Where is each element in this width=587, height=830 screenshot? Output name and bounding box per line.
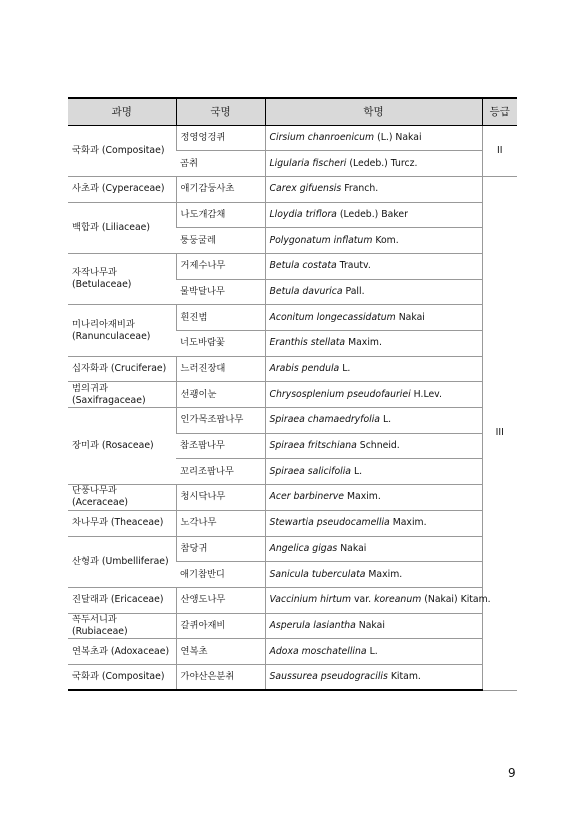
korean-name-cell: 물박달나무 — [176, 279, 265, 305]
family-cell: 단풍나무과 (Aceraceae) — [68, 485, 176, 511]
korean-name-cell: 느러진장대 — [176, 356, 265, 382]
scientific-name-cell — [265, 408, 482, 434]
table-row — [68, 510, 517, 536]
scientific-name-italic: Adoxa moschatellina — [269, 645, 367, 657]
korean-name-cell: 너도바람꽃 — [176, 331, 265, 357]
grade-cell: III — [482, 176, 517, 690]
scientific-name-italic: Sanicula tuberculata — [269, 568, 366, 580]
table-row — [68, 485, 517, 511]
family-cell: 범의귀과 (Saxifragaceae) — [68, 382, 176, 408]
family-cell: 국화과 (Compositae) — [68, 125, 176, 176]
page-number: 9 — [508, 766, 516, 780]
scientific-name-cell — [265, 253, 482, 279]
header-family: 과명 — [68, 98, 176, 125]
table-row — [68, 305, 517, 331]
korean-name-cell: 노각나무 — [176, 510, 265, 536]
korean-name-cell: 연복초 — [176, 639, 265, 665]
family-cell: 자작나무과 (Betulaceae) — [68, 253, 176, 304]
scientific-name-author: Kom. — [375, 234, 399, 246]
table-row — [68, 536, 517, 562]
scientific-name-italic: Vaccinium hirtum — [269, 594, 352, 606]
scientific-name-italic: Arabis pendula — [269, 363, 340, 375]
scientific-name-cell — [265, 639, 482, 665]
table-row — [68, 382, 517, 408]
scientific-name-cell — [265, 151, 482, 177]
korean-name-cell: 꼬리조팝나무 — [176, 459, 265, 485]
family-cell: 국화과 (Compositae) — [68, 664, 176, 690]
scientific-name-italic: Chrysosplenium pseudofauriei — [269, 388, 411, 400]
korean-name-cell: 선괭이눈 — [176, 382, 265, 408]
korean-name-cell: 갈퀴아재비 — [176, 613, 265, 639]
scientific-name-author: Schneid. — [359, 440, 400, 452]
scientific-name-italic: Saussurea pseudogracilis — [269, 671, 388, 683]
korean-name-cell: 나도개감채 — [176, 202, 265, 228]
scientific-name-cell — [265, 176, 482, 202]
scientific-name-cell — [265, 305, 482, 331]
scientific-name-cell — [265, 202, 482, 228]
scientific-name-italic: Carex gifuensis — [269, 183, 342, 195]
scientific-name-italic: Stewartia pseudocamellia — [269, 517, 390, 529]
table-header — [68, 98, 517, 125]
scientific-name-author: Maxim. — [347, 491, 381, 503]
korean-name-cell: 애기참반디 — [176, 562, 265, 588]
scientific-name-cell — [265, 125, 482, 151]
table-row — [68, 176, 517, 202]
scientific-name-author: (Ledeb.) Turcz. — [349, 157, 418, 169]
header-grade: 등급 — [482, 98, 517, 125]
scientific-name-italic: koreanum — [374, 594, 422, 606]
korean-name-cell: 거제수나무 — [176, 253, 265, 279]
scientific-name-italic: Acer barbinerve — [269, 491, 345, 503]
scientific-name-italic: Angelica gigas — [269, 542, 338, 554]
scientific-name-author: Nakai — [340, 542, 367, 554]
korean-name-cell: 곰취 — [176, 151, 265, 177]
scientific-name-cell — [265, 459, 482, 485]
scientific-name-cell — [265, 228, 482, 254]
scientific-name-cell — [265, 433, 482, 459]
scientific-name-cell — [265, 485, 482, 511]
scientific-name-author: Maxim. — [368, 568, 403, 580]
scientific-name-author: L. — [382, 414, 392, 426]
scientific-name-author: Nakai — [358, 619, 385, 631]
scientific-name-cell — [265, 664, 482, 690]
scientific-name-author: L. — [342, 363, 351, 375]
table-row — [68, 202, 517, 228]
scientific-name-italic: Polygonatum inflatum — [269, 234, 373, 246]
korean-name-cell: 참당귀 — [176, 536, 265, 562]
korean-name-cell: 산앵도나무 — [176, 587, 265, 613]
scientific-name-author: (Ledeb.) Baker — [339, 208, 408, 220]
family-cell: 진달래과 (Ericaceae) — [68, 587, 176, 613]
scientific-name-author: Pall. — [345, 285, 365, 297]
scientific-name-italic: Eranthis stellata — [269, 337, 346, 349]
korean-name-cell: 흰진범 — [176, 305, 265, 331]
scientific-name-italic: Betula davurica — [269, 285, 343, 297]
korean-name-cell: 참조팝나무 — [176, 433, 265, 459]
scientific-name-cell — [265, 331, 482, 357]
scientific-name-italic: Asperula lasiantha — [269, 619, 356, 631]
family-cell: 차나무과 (Theaceae) — [68, 510, 176, 536]
grade-cell: II — [482, 125, 517, 176]
korean-name-cell: 인가목조팝나무 — [176, 408, 265, 434]
species-table — [68, 97, 517, 691]
scientific-name-cell — [265, 382, 482, 408]
scientific-name-italic: Cirsium chanroenicum — [269, 131, 375, 143]
scientific-name-author: Maxim. — [392, 517, 427, 529]
korean-name-cell: 퉁둥굴레 — [176, 228, 265, 254]
table-row — [68, 664, 517, 690]
scientific-name-italic: Spiraea chamaedryfolia — [269, 414, 381, 426]
scientific-name-author: Franch. — [344, 183, 379, 195]
family-cell: 미나리아재비과 (Ranunculaceae) — [68, 305, 176, 356]
family-cell: 사초과 (Cyperaceae) — [68, 176, 176, 202]
scientific-name-author: (L.) Nakai — [377, 131, 422, 143]
scientific-name-author: L. — [353, 465, 363, 477]
table-row — [68, 125, 517, 151]
scientific-name-author: Nakai — [398, 311, 425, 323]
scientific-name-author: Maxim. — [348, 337, 382, 349]
table-row — [68, 613, 517, 639]
scientific-name-italic: Aconitum longecassidatum — [269, 311, 396, 323]
korean-name-cell: 가야산은분취 — [176, 664, 265, 690]
scientific-name-italic: Ligularia fischeri — [269, 157, 347, 169]
korean-name-cell: 애기감둥사초 — [176, 176, 265, 202]
table-row — [68, 356, 517, 382]
scientific-name-cell — [265, 356, 482, 382]
table-body — [68, 125, 517, 690]
scientific-name-cell — [265, 279, 482, 305]
table-row — [68, 253, 517, 279]
header-scientific-name: 학명 — [265, 98, 482, 125]
family-cell: 꼭두서니과 (Rubiaceae) — [68, 613, 176, 639]
scientific-name-italic: Spiraea fritschiana — [269, 440, 357, 452]
korean-name-cell: 정영엉겅퀴 — [176, 125, 265, 151]
scientific-name-cell — [265, 536, 482, 562]
family-cell: 연복초과 (Adoxaceae) — [68, 639, 176, 665]
family-cell: 장미과 (Rosaceae) — [68, 408, 176, 485]
scientific-name-italic: Betula costata — [269, 260, 337, 272]
scientific-name-cell — [265, 587, 491, 613]
table-row — [68, 587, 517, 613]
family-cell: 백합과 (Liliaceae) — [68, 202, 176, 253]
scientific-name-cell — [265, 562, 482, 588]
scientific-name-author: Kitam. — [390, 671, 421, 683]
korean-name-cell: 청시닥나무 — [176, 485, 265, 511]
table-row — [68, 408, 517, 434]
scientific-name-cell — [265, 510, 482, 536]
family-cell: 산형과 (Umbelliferae) — [68, 536, 176, 587]
table-row — [68, 639, 517, 665]
scientific-name-author: L. — [369, 645, 378, 657]
scientific-name-italic: Lloydia triflora — [269, 208, 337, 220]
scientific-name-cell — [265, 613, 482, 639]
scientific-name-italic: Spiraea salicifolia — [269, 465, 352, 477]
header-korean-name: 국명 — [176, 98, 265, 125]
scientific-name-author: var. — [354, 594, 372, 606]
scientific-name-author: (Nakai) Kitam. — [424, 594, 491, 606]
scientific-name-author: H.Lev. — [413, 388, 442, 400]
family-cell: 십자화과 (Cruciferae) — [68, 356, 176, 382]
scientific-name-author: Trautv. — [339, 260, 371, 272]
